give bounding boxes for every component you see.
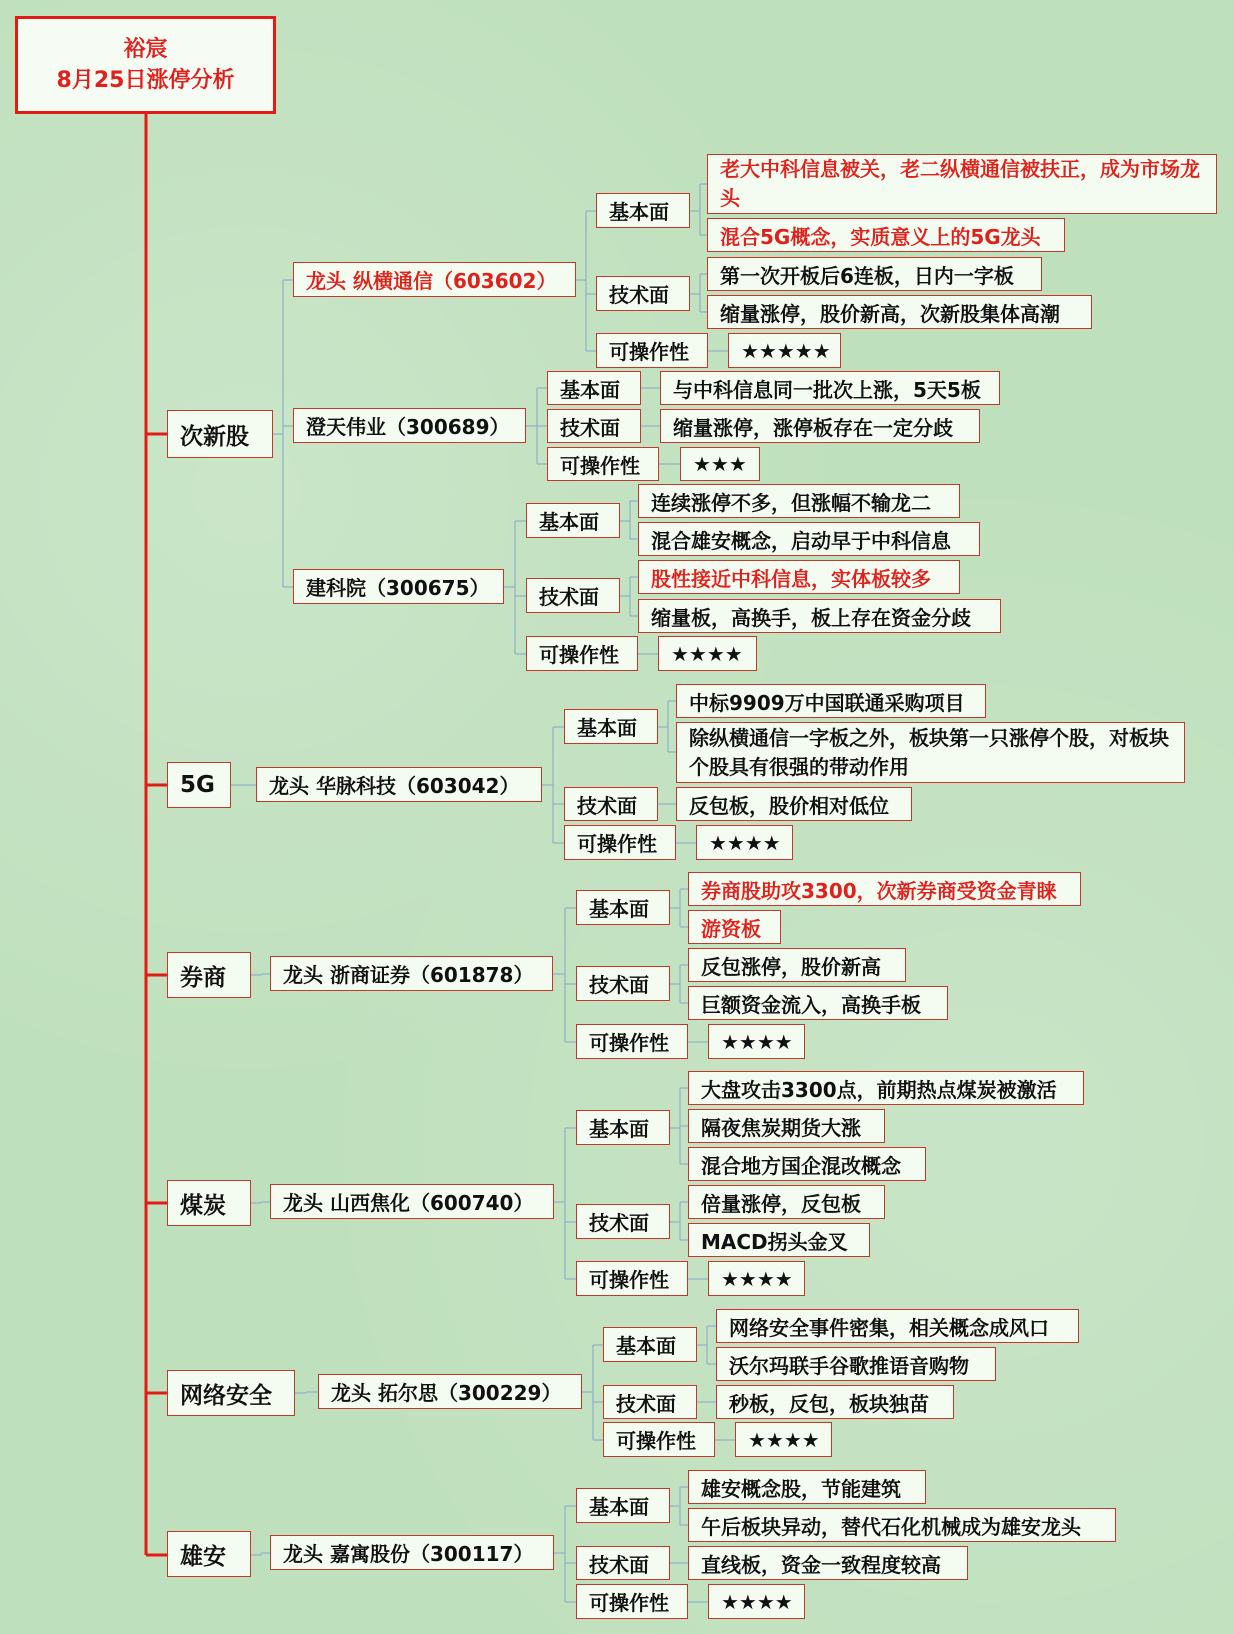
detail-item: 混合地方国企混改概念 xyxy=(688,1147,926,1181)
category-node[interactable]: 网络安全 xyxy=(167,1370,295,1416)
rating-stars: ★★★★ xyxy=(735,1422,832,1457)
aspect-technicals[interactable]: 技术面 xyxy=(576,1546,670,1580)
detail-item: 沃尔玛联手谷歌推语音购物 xyxy=(716,1347,996,1381)
rating-stars: ★★★★ xyxy=(708,1584,805,1619)
detail-item: 秒板，反包，板块独苗 xyxy=(716,1385,954,1419)
detail-item: 直线板，资金一致程度较高 xyxy=(688,1546,968,1580)
category-node[interactable]: 煤炭 xyxy=(167,1180,251,1226)
detail-item: MACD拐头金叉 xyxy=(688,1223,870,1257)
rating-stars: ★★★★ xyxy=(658,636,757,671)
detail-item: 游资板 xyxy=(688,910,781,944)
detail-item: 连续涨停不多，但涨幅不输龙二 xyxy=(638,484,960,518)
aspect-technicals[interactable]: 技术面 xyxy=(576,1204,670,1239)
aspect-technicals[interactable]: 技术面 xyxy=(526,578,620,613)
title-author: 裕宸 xyxy=(123,37,168,62)
stock-node[interactable]: 澄天伟业（300689） xyxy=(293,408,526,443)
stock-node[interactable]: 龙头 山西焦化（600740） xyxy=(270,1184,554,1219)
category-node[interactable]: 5G xyxy=(167,762,231,808)
detail-item: 与中科信息同一批次上涨，5天5板 xyxy=(660,371,1000,405)
aspect-operability[interactable]: 可操作性 xyxy=(547,447,659,481)
detail-item: 缩量涨停，涨停板存在一定分歧 xyxy=(660,409,980,443)
aspect-operability[interactable]: 可操作性 xyxy=(576,1024,688,1059)
detail-item: 老大中科信息被关，老二纵横通信被扶正，成为市场龙头 xyxy=(707,154,1217,214)
detail-item: 网络安全事件密集，相关概念成风口 xyxy=(716,1309,1079,1343)
rating-stars: ★★★★ xyxy=(708,1261,805,1296)
aspect-technicals[interactable]: 技术面 xyxy=(596,276,690,311)
aspect-operability[interactable]: 可操作性 xyxy=(596,333,708,368)
detail-item: 券商股助攻3300，次新券商受资金青睐 xyxy=(688,872,1081,906)
aspect-technicals[interactable]: 技术面 xyxy=(564,787,658,821)
aspect-fundamentals[interactable]: 基本面 xyxy=(576,1110,670,1145)
stock-node[interactable]: 龙头 纵横通信（603602） xyxy=(293,262,576,297)
title-date: 8月25日涨停分析 xyxy=(56,68,235,93)
detail-item: 巨额资金流入，高换手板 xyxy=(688,986,948,1020)
aspect-fundamentals[interactable]: 基本面 xyxy=(576,1488,670,1523)
category-node[interactable]: 券商 xyxy=(167,952,251,998)
aspect-technicals[interactable]: 技术面 xyxy=(547,409,641,443)
aspect-fundamentals[interactable]: 基本面 xyxy=(603,1327,697,1362)
detail-item: 混合雄安概念，启动早于中科信息 xyxy=(638,522,980,556)
rating-stars: ★★★★ xyxy=(696,825,793,860)
aspect-operability[interactable]: 可操作性 xyxy=(526,636,638,671)
detail-item: 缩量涨停，股价新高，次新股集体高潮 xyxy=(707,295,1092,329)
detail-item: 除纵横通信一字板之外，板块第一只涨停个股，对板块个股具有很强的带动作用 xyxy=(676,722,1185,783)
detail-item: 第一次开板后6连板，日内一字板 xyxy=(707,257,1042,291)
detail-item: 午后板块异动，替代石化机械成为雄安龙头 xyxy=(688,1508,1116,1542)
aspect-fundamentals[interactable]: 基本面 xyxy=(576,890,670,925)
detail-item: 反包涨停，股价新高 xyxy=(688,948,906,982)
stock-node[interactable]: 龙头 拓尔思（300229） xyxy=(318,1374,582,1409)
detail-item: 倍量涨停，反包板 xyxy=(688,1185,885,1219)
aspect-fundamentals[interactable]: 基本面 xyxy=(564,709,658,744)
stock-node[interactable]: 建科院（300675） xyxy=(293,569,504,604)
stock-node[interactable]: 龙头 嘉寓股份（300117） xyxy=(270,1535,554,1570)
detail-item: 股性接近中科信息，实体板较多 xyxy=(638,560,960,594)
aspect-technicals[interactable]: 技术面 xyxy=(603,1385,697,1419)
detail-item: 雄安概念股，节能建筑 xyxy=(688,1470,926,1504)
category-node[interactable]: 次新股 xyxy=(167,410,273,458)
stock-node[interactable]: 龙头 华脉科技（603042） xyxy=(256,767,542,802)
detail-item: 缩量板，高换手，板上存在资金分歧 xyxy=(638,599,1001,633)
detail-item: 中标9909万中国联通采购项目 xyxy=(676,684,986,718)
aspect-fundamentals[interactable]: 基本面 xyxy=(596,193,690,228)
mindmap-title[interactable] xyxy=(15,16,276,114)
detail-item: 大盘攻击3300点，前期热点煤炭被激活 xyxy=(688,1071,1084,1105)
aspect-operability[interactable]: 可操作性 xyxy=(564,825,676,860)
detail-item: 隔夜焦炭期货大涨 xyxy=(688,1109,885,1143)
category-node[interactable]: 雄安 xyxy=(167,1531,251,1577)
aspect-operability[interactable]: 可操作性 xyxy=(603,1422,715,1457)
aspect-operability[interactable]: 可操作性 xyxy=(576,1584,688,1619)
stock-node[interactable]: 龙头 浙商证券（601878） xyxy=(270,956,553,991)
detail-item: 混合5G概念，实质意义上的5G龙头 xyxy=(707,218,1065,252)
rating-stars: ★★★ xyxy=(680,447,760,481)
aspect-fundamentals[interactable]: 基本面 xyxy=(526,503,620,538)
aspect-fundamentals[interactable]: 基本面 xyxy=(547,371,641,405)
rating-stars: ★★★★ xyxy=(708,1024,805,1059)
aspect-operability[interactable]: 可操作性 xyxy=(576,1261,688,1296)
rating-stars: ★★★★★ xyxy=(728,333,841,368)
aspect-technicals[interactable]: 技术面 xyxy=(576,966,670,1001)
detail-item: 反包板，股价相对低位 xyxy=(676,787,912,821)
